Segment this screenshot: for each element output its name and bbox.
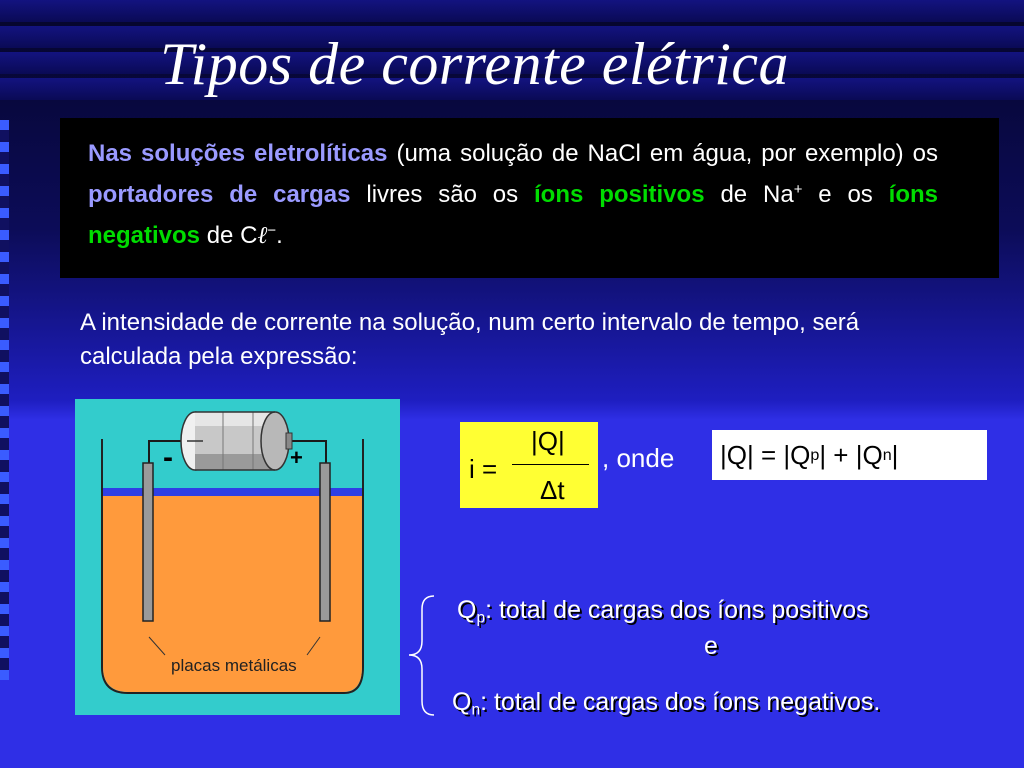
term-ions-negativos: íons negativos: [88, 181, 939, 250]
def-qp-text: : total de cargas dos íons positivos: [485, 596, 869, 624]
electrolytic-cell-illustration: [75, 399, 400, 715]
info-text-part: e os: [802, 181, 889, 209]
sum-sub-n: n: [882, 445, 892, 464]
plates-label: placas metálicas: [171, 656, 297, 675]
info-text: [88, 136, 938, 254]
plate-right: [320, 463, 330, 621]
formula-numerator: |Q|: [531, 426, 565, 456]
curly-brace: [400, 593, 440, 718]
battery: [181, 412, 292, 470]
sum-expression: [712, 430, 987, 480]
info-text-part: de Na: [704, 181, 794, 209]
intro-text: A intensidade de corrente na solução, num certo intervalo de tempo, será calculada pela expressão:: [80, 309, 860, 370]
left-decoration: [0, 120, 9, 680]
formula-lhs: i =: [469, 454, 498, 484]
term-portadores: portadores de cargas: [88, 181, 351, 209]
info-text-part: (uma solução de NaCl em água, por exemplo) os: [387, 140, 938, 167]
def-qp-sub: p: [476, 609, 486, 627]
info-text-part: livres são os: [350, 181, 535, 209]
definition-qp: [457, 596, 869, 628]
sum-sub-p: p: [810, 445, 820, 464]
definition-conjunction: e: [704, 632, 718, 660]
minus-label: -: [163, 441, 173, 474]
formula-denominator: Δt: [540, 475, 565, 505]
info-text-part: de C: [200, 222, 258, 250]
def-qn-sub: n: [471, 701, 481, 719]
na-charge: +: [793, 182, 803, 198]
def-qn-text: : total de cargas dos íons negativos.: [480, 688, 881, 716]
def-qp-symbol: Q: [457, 596, 477, 624]
term-ions-positivos: íons positivos: [534, 181, 705, 209]
sum-part: | + |Q: [819, 439, 883, 470]
cl-charge: −: [267, 223, 277, 240]
definition-qn: [452, 688, 880, 720]
header-stripe: [0, 0, 1024, 22]
info-text-part: .: [276, 222, 283, 250]
page-title: Tipos de corrente elétrica: [160, 31, 789, 97]
def-qn-symbol: Q: [452, 688, 472, 716]
plus-label: +: [290, 445, 303, 470]
cl-script-l: ℓ: [257, 223, 268, 250]
plate-left: [143, 463, 153, 621]
onde-text: , onde: [602, 443, 675, 473]
term-eletroliticas: Nas soluções eletrolíticas: [88, 140, 388, 167]
sum-part: |Q| = |Q: [720, 439, 811, 470]
fraction-line: [512, 464, 589, 465]
sum-part: |: [891, 439, 899, 470]
